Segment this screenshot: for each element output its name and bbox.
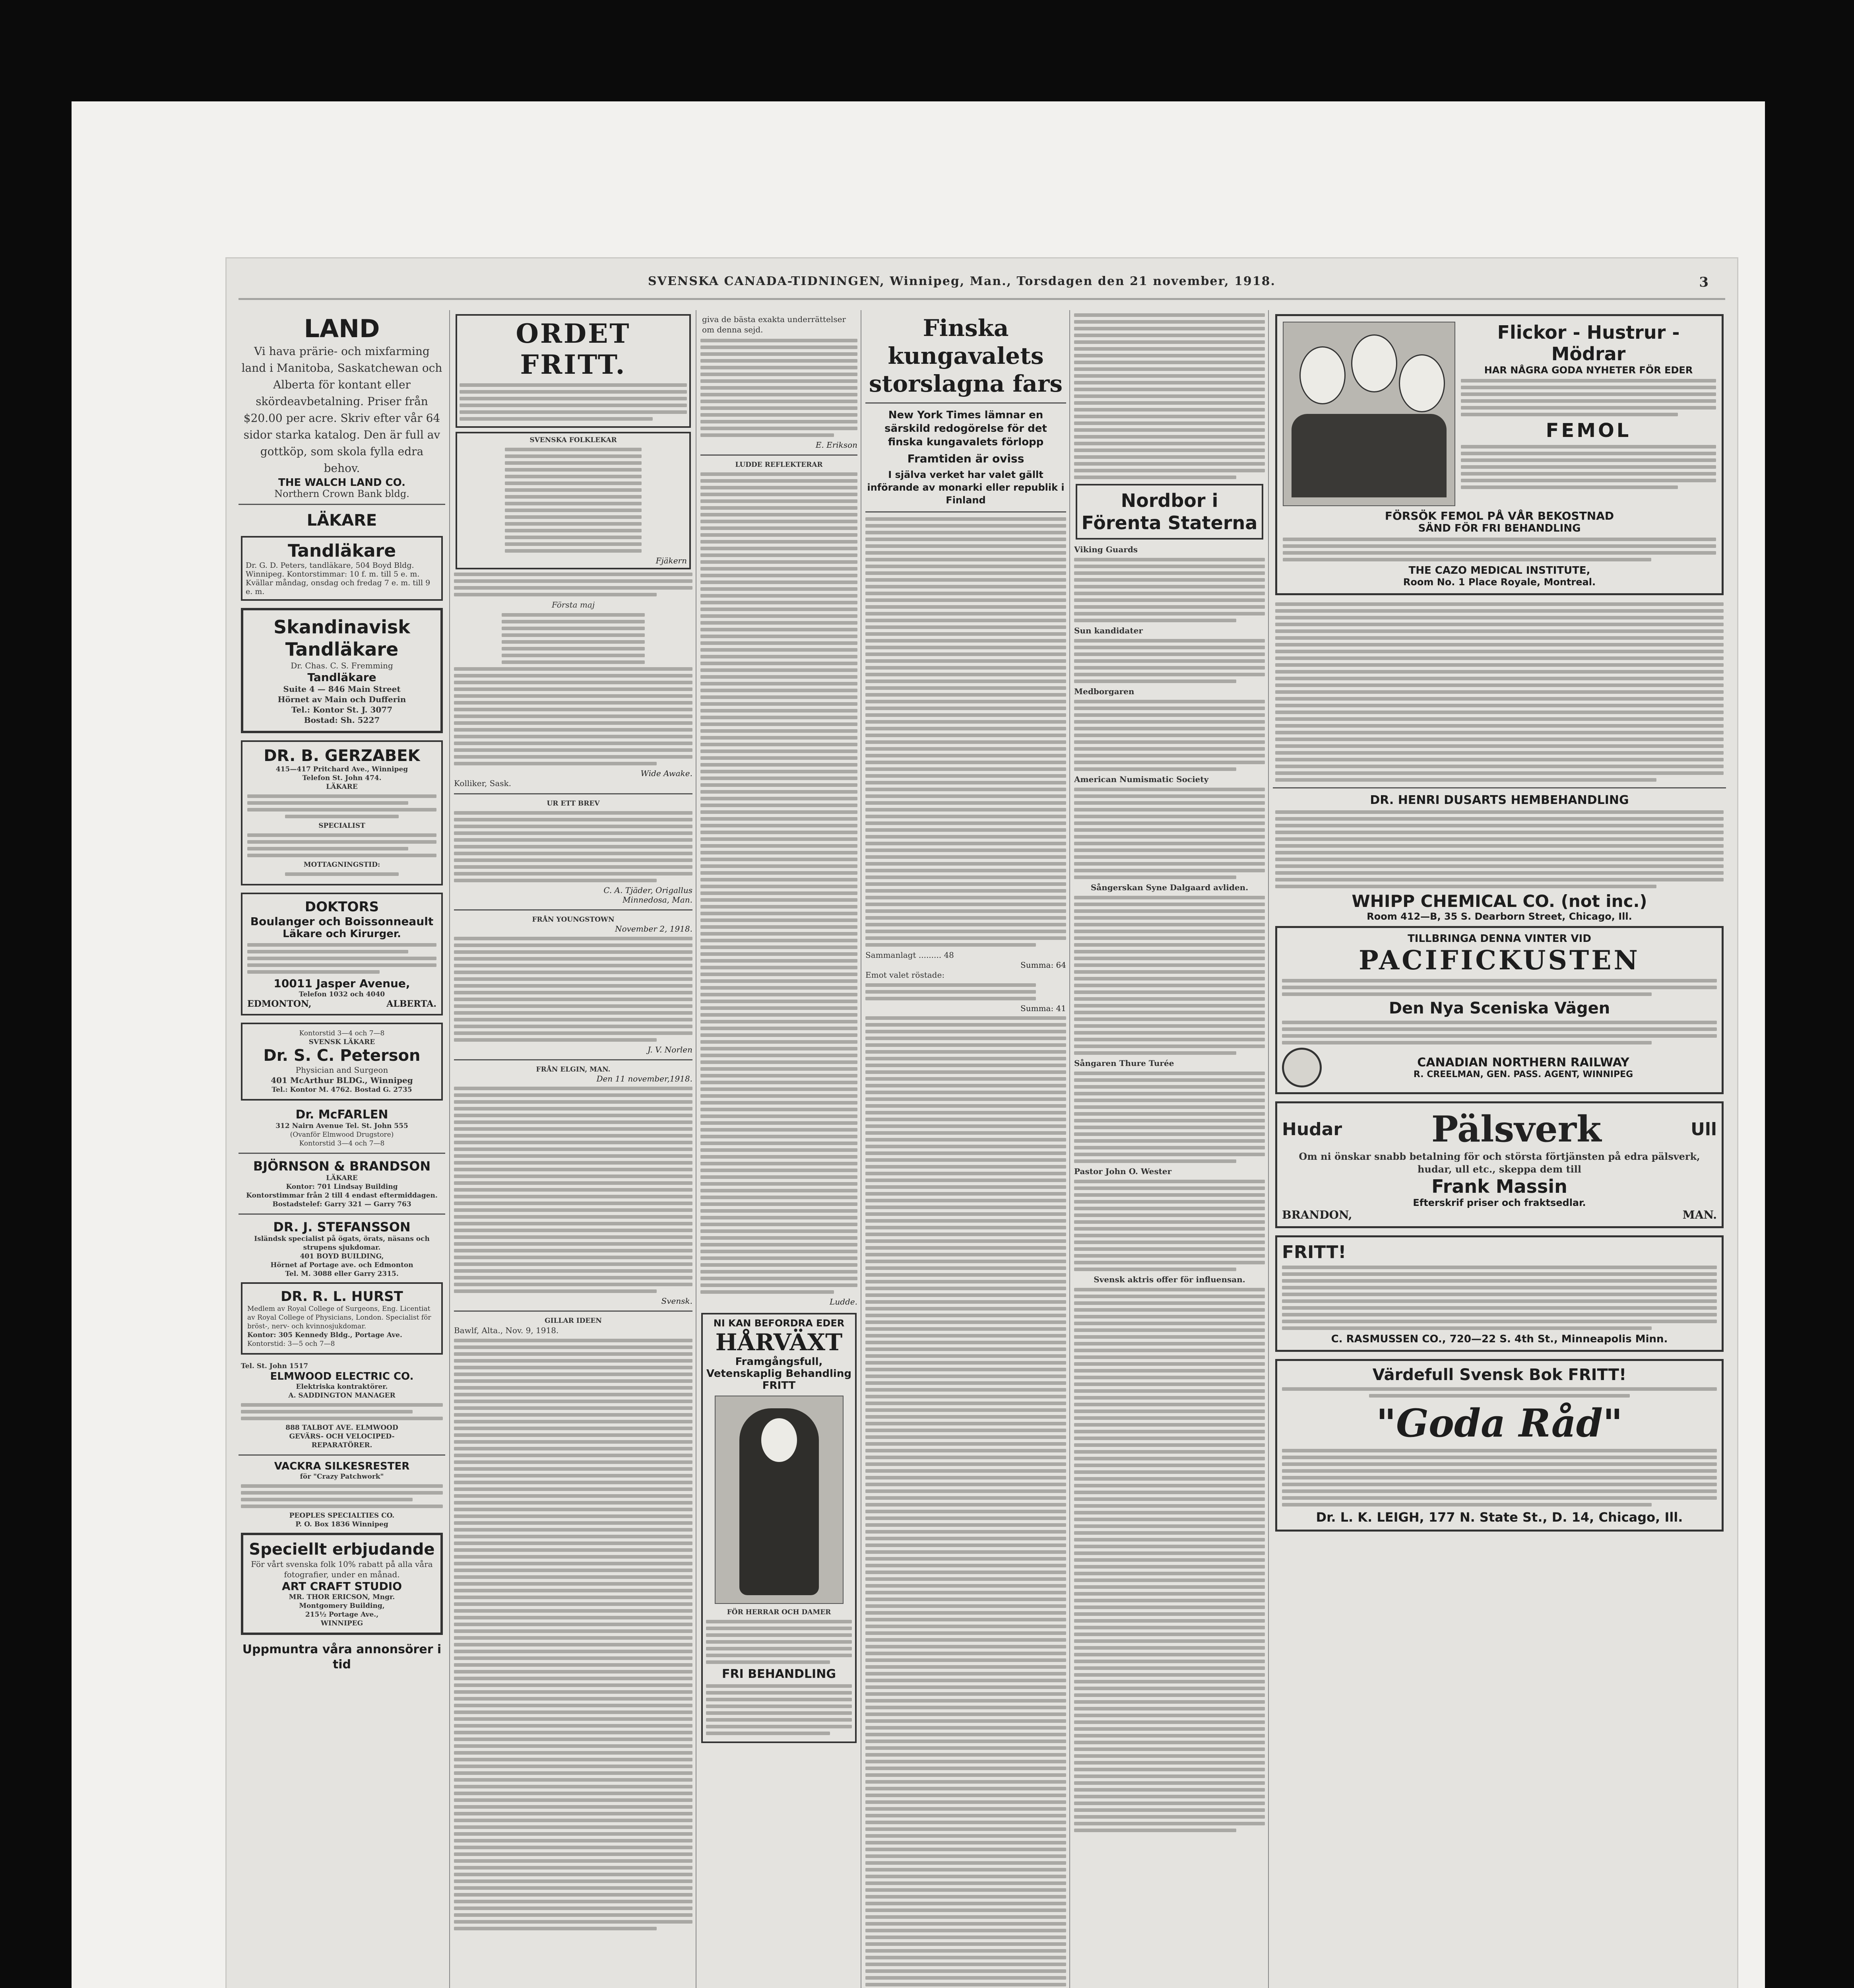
divider	[454, 909, 692, 911]
ad-body	[247, 943, 436, 974]
ad-harvaxt	[701, 1313, 857, 1743]
ad-femol-top	[1283, 322, 1716, 506]
ad-phone: Tel. St. John 1517	[241, 1362, 308, 1370]
ad-address2: Hörnet af Portage ave. och Edmonton	[270, 1261, 413, 1269]
article-text	[1074, 896, 1265, 1055]
ad-address: 401 BOYD BUILDING,	[300, 1252, 384, 1260]
article-text	[1074, 1072, 1265, 1163]
vote-list	[865, 983, 1066, 1000]
column-rule	[1069, 310, 1070, 1988]
ad-sub: LÄKARE	[326, 1174, 358, 1182]
ad-sub: Efterskrif priser och fraktsedlar.	[1413, 1197, 1586, 1208]
ad-title: Speciellt erbjudande	[249, 1540, 435, 1559]
ad-hours: Kontorstid 3—4 och 7—8	[299, 1140, 385, 1147]
film-frame	[72, 101, 1765, 1988]
ad-address: Kontor: 701 Lindsay Building	[286, 1183, 398, 1191]
headline: Finska kungavalets storslagna fars	[869, 315, 1063, 397]
article-text	[454, 937, 692, 1042]
ad-province: MAN.	[1682, 1208, 1717, 1221]
ad-heading: NI KAN BEFORDRA EDER	[713, 1318, 845, 1329]
ad-address: 312 Nairn Avenue Tel. St. John 555	[275, 1122, 408, 1130]
ad-title: Pälsverk	[1431, 1108, 1602, 1150]
ad-route: Den Nya Sceniska Vägen	[1389, 999, 1610, 1017]
ad-fritt	[1275, 1235, 1724, 1352]
column-ads-right	[1273, 310, 1726, 1988]
divider	[700, 454, 857, 456]
divider	[454, 793, 692, 794]
ad-body	[241, 1403, 443, 1420]
ad-phone: Tel. M. 3088 eller Garry 2315.	[285, 1270, 399, 1278]
ad-book-title: "Goda Råd"	[1376, 1401, 1623, 1446]
article-text	[454, 667, 692, 765]
ad-railway-text	[1330, 1056, 1717, 1079]
ad-elmwood	[241, 1362, 443, 1450]
newspaper-page	[227, 258, 1737, 1988]
poem-title: Första maj	[551, 600, 595, 610]
article-heading: UR ETT BREV	[547, 800, 600, 808]
news-item-heading: Pastor John O. Wester	[1074, 1167, 1172, 1176]
article-text: giva de bästa exakta underrättelser om denna sejd.	[702, 315, 846, 334]
column-ordet-fritt	[454, 310, 692, 1988]
ad-body	[1283, 538, 1716, 561]
ad-mcfarlen	[241, 1108, 443, 1148]
ad-title: DOKTORS	[304, 899, 379, 915]
vote-total: Sammanlagt ......... 48	[865, 950, 954, 960]
ad-address: Suite 4 — 846 Main Street	[283, 684, 401, 694]
column-letters	[700, 310, 857, 1988]
ad-sub: Elektriska kontraktörer.	[296, 1383, 388, 1391]
article-text	[454, 1087, 692, 1293]
ad-body	[1275, 810, 1724, 888]
divider	[454, 1059, 692, 1060]
ad-city-row	[247, 999, 436, 1009]
signature: E. Erikson	[815, 440, 857, 450]
ad-sub: Framgångsfull, Vetenskaplig Behandling FRITT	[706, 1356, 851, 1392]
divider	[239, 1213, 445, 1215]
ad-hours: Kontorstid 3—4 och 7—8	[299, 1029, 385, 1037]
ad-title: Flickor - Hustrur - Mödrar	[1497, 322, 1680, 365]
ad-title: DR. R. L. HURST	[281, 1289, 403, 1305]
ad-manager: MR. THOR ERICSON, Mngr.	[289, 1593, 395, 1601]
ad-title: DR. HENRI DUSARTS HEMBEHANDLING	[1370, 793, 1629, 807]
subheadline: I själva verket har valet gällt införande av monarki eller republik i Finland	[867, 469, 1065, 506]
ad-sub: LÄKARE	[326, 783, 358, 791]
masthead-title: SVENSKA CANADA-TIDNINGEN, Winnipeg, Man., Torsdagen den 21 november, 1918.	[648, 274, 1276, 288]
poem-lines	[454, 613, 692, 664]
ad-name: Boulanger och Boissonneault	[250, 915, 434, 928]
vote-against: Emot valet röstade:	[865, 970, 945, 980]
ad-body	[241, 1484, 443, 1508]
column-ads-left	[239, 310, 445, 1988]
article-heading: FRÅN YOUNGSTOWN	[532, 916, 615, 924]
ad-bjornson	[241, 1159, 443, 1209]
woman-long-hair-illustration	[715, 1396, 844, 1604]
ad-name: Dr. Chas. C. S. Fremming	[291, 661, 393, 670]
signature: Svensk.	[661, 1296, 692, 1306]
date: November 2, 1918.	[615, 924, 692, 934]
ad-address: Dr. L. K. LEIGH, 177 N. State St., D. 14, Chicago, Ill.	[1316, 1510, 1683, 1525]
subheadline: New York Times lämnar en särskild redogörelse för det finska kungavalets förlopp	[884, 409, 1047, 448]
ad-text: För vårt svenska folk 10% rabatt på alla våra fotografier, under en månad.	[251, 1559, 433, 1579]
signature: Wide Awake.	[640, 769, 692, 778]
place: Kolliker, Sask.	[454, 779, 512, 788]
column-nordbor	[1074, 310, 1265, 1988]
ad-hours: Kontorstimmar från 2 till 4 endast eftermiddagen.	[246, 1192, 438, 1200]
ad-body	[1461, 445, 1716, 489]
vote-sum: Summa: 41	[1020, 1004, 1066, 1013]
page-number: 3	[1699, 274, 1709, 290]
ad-title: Skandinavisk Tandläkare	[273, 616, 410, 660]
ad-phone: Telefon 1032 och 4040	[299, 990, 385, 998]
ad-address: 888 TALBOT AVE. ELMWOOD	[285, 1424, 398, 1432]
ad-railway-row	[1282, 1048, 1717, 1087]
ad-femol	[1275, 314, 1724, 595]
ad-title: Dr. McFARLEN	[295, 1108, 388, 1122]
article-text	[1074, 313, 1265, 479]
ad-skandinavisk	[241, 608, 443, 733]
ad-address: Room 412—B, 35 S. Dearborn Street, Chicago, Ill.	[1367, 911, 1632, 922]
ad-brand: FEMOL	[1546, 419, 1631, 442]
ad-heading: TILLBRINGA DENNA VINTER VID	[1408, 933, 1591, 945]
ad-body	[1282, 979, 1717, 996]
ad-gerzabek	[241, 740, 443, 885]
ad-title: Värdefull Svensk Bok FRITT!	[1372, 1366, 1627, 1384]
ad-text: Om ni önskar snabb betalning för och största förtjänsten på edra pälsverk, hudar, ull etc., skeppa dem till	[1299, 1151, 1700, 1175]
ad-city: WINNIPEG	[320, 1619, 363, 1627]
ad-stefansson	[241, 1219, 443, 1278]
news-item-heading: Viking Guards	[1074, 545, 1138, 554]
text-line	[285, 872, 399, 876]
ad-dusart	[1275, 793, 1724, 922]
masthead	[227, 274, 1737, 298]
ad-body	[1282, 1266, 1717, 1330]
ad-address: 415—417 Pritchard Ave., Winnipeg	[275, 765, 408, 773]
ad-company: ART CRAFT STUDIO	[281, 1580, 402, 1593]
ad-tandlakare	[241, 536, 443, 601]
ad-company: CANADIAN NORTHERN RAILWAY	[1417, 1056, 1629, 1070]
ad-title: DR. J. STEFANSSON	[273, 1219, 411, 1235]
section-title: Nordbor i Förenta Staterna	[1081, 490, 1258, 534]
ad-city-row	[1282, 1208, 1717, 1221]
vote-sum: Summa: 64	[1020, 960, 1066, 970]
divider	[239, 504, 445, 505]
ad-body	[247, 794, 436, 818]
column-rule	[449, 310, 450, 1988]
ad-caption: FÖR HERRAR OCH DAMER	[727, 1608, 831, 1616]
folklekar-box	[456, 432, 691, 569]
ad-address: Northern Crown Bank bldg.	[274, 488, 409, 499]
dateline: Bawlf, Alta., Nov. 9, 1918.	[454, 1326, 559, 1335]
ad-address2: Hörnet av Main och Dufferin	[277, 695, 406, 704]
ad-company: C. RASMUSSEN CO., 720—22 S. 4th St., Minneapolis Minn.	[1331, 1333, 1668, 1345]
ad-title: LAND	[304, 314, 380, 343]
ad-offer2: SÄND FÖR FRI BEHANDLING	[1418, 522, 1581, 534]
article-text	[1074, 1288, 1265, 1832]
ad-title: BJÖRNSON & BRANDSON	[253, 1159, 431, 1174]
article-text	[454, 811, 692, 882]
column-rule	[1268, 310, 1269, 1988]
column-finska-kungavalet	[865, 310, 1066, 1988]
divider	[239, 1454, 445, 1456]
ad-sub: Läkare och Kirurger.	[283, 928, 401, 940]
ad-sub: SVENSK LÄKARE	[308, 1038, 375, 1046]
ad-text: Isländsk specialist på ögats, örats, näsans och strupens sjukdomar.	[254, 1235, 430, 1252]
subheadline: Framtiden är oviss	[907, 452, 1024, 465]
poem-lines	[460, 448, 687, 553]
section-title: ORDET FRITT.	[516, 318, 631, 380]
ad-doktors	[241, 893, 443, 1015]
news-item-heading: Medborgaren	[1074, 687, 1135, 696]
ordet-fritt-header	[456, 314, 691, 428]
ad-address: 401 McArthur BLDG., Winnipeg	[271, 1076, 413, 1085]
ad-phone: Bostadstelef: Garry 321 — Garry 763	[272, 1200, 411, 1208]
ad-name: Frank Massin	[1431, 1176, 1567, 1197]
ad-title: ELMWOOD ELECTRIC CO.	[270, 1371, 414, 1382]
masthead-rule	[239, 298, 1725, 300]
ad-palsverk	[1275, 1101, 1724, 1228]
ad-company: WHIPP CHEMICAL CO. (not inc.)	[1352, 891, 1647, 911]
news-item-heading: American Numismatic Society	[1074, 775, 1209, 784]
ad-hurst	[241, 1282, 443, 1355]
article-text	[1074, 558, 1265, 622]
ad-title: FRITT!	[1282, 1242, 1346, 1262]
ad-building: Montgomery Building,	[299, 1602, 385, 1610]
ad-title: Dr. S. C. Peterson	[263, 1046, 421, 1065]
article-heading: GILLAR IDEEN	[545, 1317, 602, 1325]
ad-word-ull: Ull	[1691, 1119, 1717, 1140]
ad-province: ALBERTA.	[386, 999, 436, 1009]
railway-logo-icon	[1282, 1048, 1322, 1087]
ad-phone: Tel.: Kontor St. J. 3077	[291, 705, 393, 714]
ad-body	[706, 1620, 852, 1664]
ad-femol-text	[1461, 322, 1716, 506]
ad-pacifickusten	[1275, 926, 1724, 1094]
article-text	[700, 472, 857, 1294]
section-lakare: LÄKARE	[306, 511, 377, 530]
ad-body	[1282, 1021, 1717, 1044]
ad-city: EDMONTON,	[247, 999, 312, 1009]
uppmuntra-text: Uppmuntra våra annonsörer i tid	[242, 1642, 442, 1672]
ad-text: Vi hava prärie- och mixfarming land i Manitoba, Saskatchewan och Alberta för kontant eller skördeavbetalning. Priser från $20.00 per acre. Skriv efter vår 64 sidor starka katalog. Den är full av gottköp, som skola fylla edra behov.	[241, 345, 442, 475]
ad-company: THE WALCH LAND CO.	[278, 477, 405, 489]
article-text	[1074, 788, 1265, 879]
article-heading: SVENSKA FOLKLEKAR	[529, 436, 617, 444]
ad-body	[1282, 1449, 1717, 1507]
signature: Fjäkern	[655, 556, 687, 565]
ad-title: PACIFICKUSTEN	[1359, 945, 1640, 976]
ad-body	[1282, 1387, 1717, 1398]
divider	[1273, 787, 1726, 788]
ad-title: DR. B. GERZABEK	[264, 747, 420, 765]
ad-company: PEOPLES SPECIALTIES CO.	[289, 1512, 395, 1520]
ad-title: VACKRA SILKESRESTER	[274, 1460, 410, 1472]
ad-peterson	[241, 1023, 443, 1101]
ad-home-phone: Bostad: Sh. 5227	[304, 715, 380, 725]
ad-city: BRANDON,	[1282, 1208, 1352, 1221]
divider	[239, 1153, 445, 1154]
ad-land	[241, 314, 443, 499]
divider	[865, 402, 1066, 404]
signature: J. V. Norlen	[647, 1045, 692, 1054]
ad-text: Medlem av Royal College of Surgeons, Eng. Licentiat av Royal College of Physicians, London. Specialist för bröst-, nerv- och kvinnosjukdomar.	[247, 1305, 431, 1330]
ad-sub: (Ovanför Elmwood Drugstore)	[290, 1131, 394, 1139]
ad-address: Kontor: 305 Kennedy Bldg., Portage Ave.	[247, 1331, 402, 1339]
place: Minnedosa, Man.	[623, 895, 692, 905]
signature: Ludde.	[830, 1297, 857, 1307]
intro-text	[460, 383, 687, 421]
article-text	[865, 1016, 1066, 1988]
ad-sub: Tandläkare	[307, 671, 376, 684]
article-heading: LUDDE REFLEKTERAR	[735, 461, 823, 469]
article-text	[865, 517, 1066, 947]
ad-silkesrester	[241, 1460, 443, 1529]
ad-company: THE CAZO MEDICAL INSTITUTE,	[1408, 565, 1590, 577]
ad-offer: FÖRSÖK FEMOL PÅ VÅR BEKOSTNAD	[1385, 509, 1614, 522]
news-item-heading: Sångerskan Syne Dalgaard avliden.	[1090, 883, 1249, 892]
ad-word-hudar: Hudar	[1282, 1119, 1342, 1140]
news-item-heading: Sångaren Thure Turée	[1074, 1058, 1174, 1068]
ad-sub2: Physician and Surgeon	[295, 1065, 388, 1075]
ad-address: P. O. Box 1836 Winnipeg	[295, 1520, 388, 1528]
ad-body	[247, 833, 436, 857]
nordbor-header	[1076, 484, 1263, 540]
ad-sub: HAR NÅGRA GODA NYHETER FÖR EDER	[1484, 365, 1693, 376]
ad-body	[706, 1684, 852, 1735]
article-text	[454, 573, 692, 596]
ad-phone: Tel.: Kontor M. 4762. Bostad G. 2735	[272, 1086, 412, 1094]
ad-phone: Telefon St. John 474.	[302, 774, 382, 782]
article-text	[1074, 700, 1265, 771]
divider	[865, 511, 1066, 513]
ad-agent: R. CREELMAN, GEN. PASS. AGENT, WINNIPEG	[1413, 1070, 1633, 1079]
ad-sub2: GEVÄRS- OCH VELOCIPED-	[289, 1433, 395, 1441]
ad-address: 215½ Portage Ave.,	[305, 1611, 379, 1619]
divider	[454, 1310, 692, 1312]
ad-offer: FRI BEHANDLING	[722, 1667, 836, 1681]
date: Den 11 november,1918.	[596, 1074, 692, 1083]
ad-text: Dr. G. D. Peters, tandläkare, 504 Boyd Bldg. Winnipeg. Kontorstimmar: 10 f. m. till 5 e. m. Kvällar måndag, onsdag och fredag 7 e. m. till 9 e. m.	[246, 561, 431, 596]
article-text	[1074, 639, 1265, 683]
ad-sub: SPECIALIST	[318, 822, 365, 830]
news-item-heading: Sun kandidater	[1074, 626, 1143, 635]
ad-body	[1461, 379, 1716, 416]
ad-title: Tandläkare	[287, 541, 396, 561]
signature: C. A. Tjäder, Origallus	[603, 885, 692, 895]
ad-hours: MOTTAGNINGSTID:	[303, 861, 380, 869]
ad-address: Room No. 1 Place Royale, Montreal.	[1403, 577, 1596, 588]
news-item-heading: Svensk aktris offer för influensan.	[1094, 1275, 1245, 1284]
ad-manager: A. SADDINGTON MANAGER	[288, 1392, 396, 1400]
article-text	[1275, 602, 1724, 782]
ad-sub: för "Crazy Patchwork"	[300, 1473, 384, 1481]
ad-palsverk-header	[1282, 1108, 1717, 1150]
article-heading: FRÅN ELGIN, MAN.	[536, 1066, 611, 1074]
ad-hours: Kontorstid: 3—5 och 7—8	[247, 1340, 335, 1348]
ad-goda-rad	[1275, 1359, 1724, 1532]
ad-sub3: REPARATÖRER.	[311, 1441, 372, 1449]
ad-title: HÅRVÄXT	[715, 1329, 843, 1356]
ad-address: 10011 Jasper Avenue,	[273, 977, 410, 990]
article-text	[700, 339, 857, 437]
three-women-illustration	[1283, 322, 1455, 506]
article-text	[1074, 1180, 1265, 1271]
article-text	[454, 1339, 692, 1930]
ad-speciellt	[241, 1533, 443, 1635]
